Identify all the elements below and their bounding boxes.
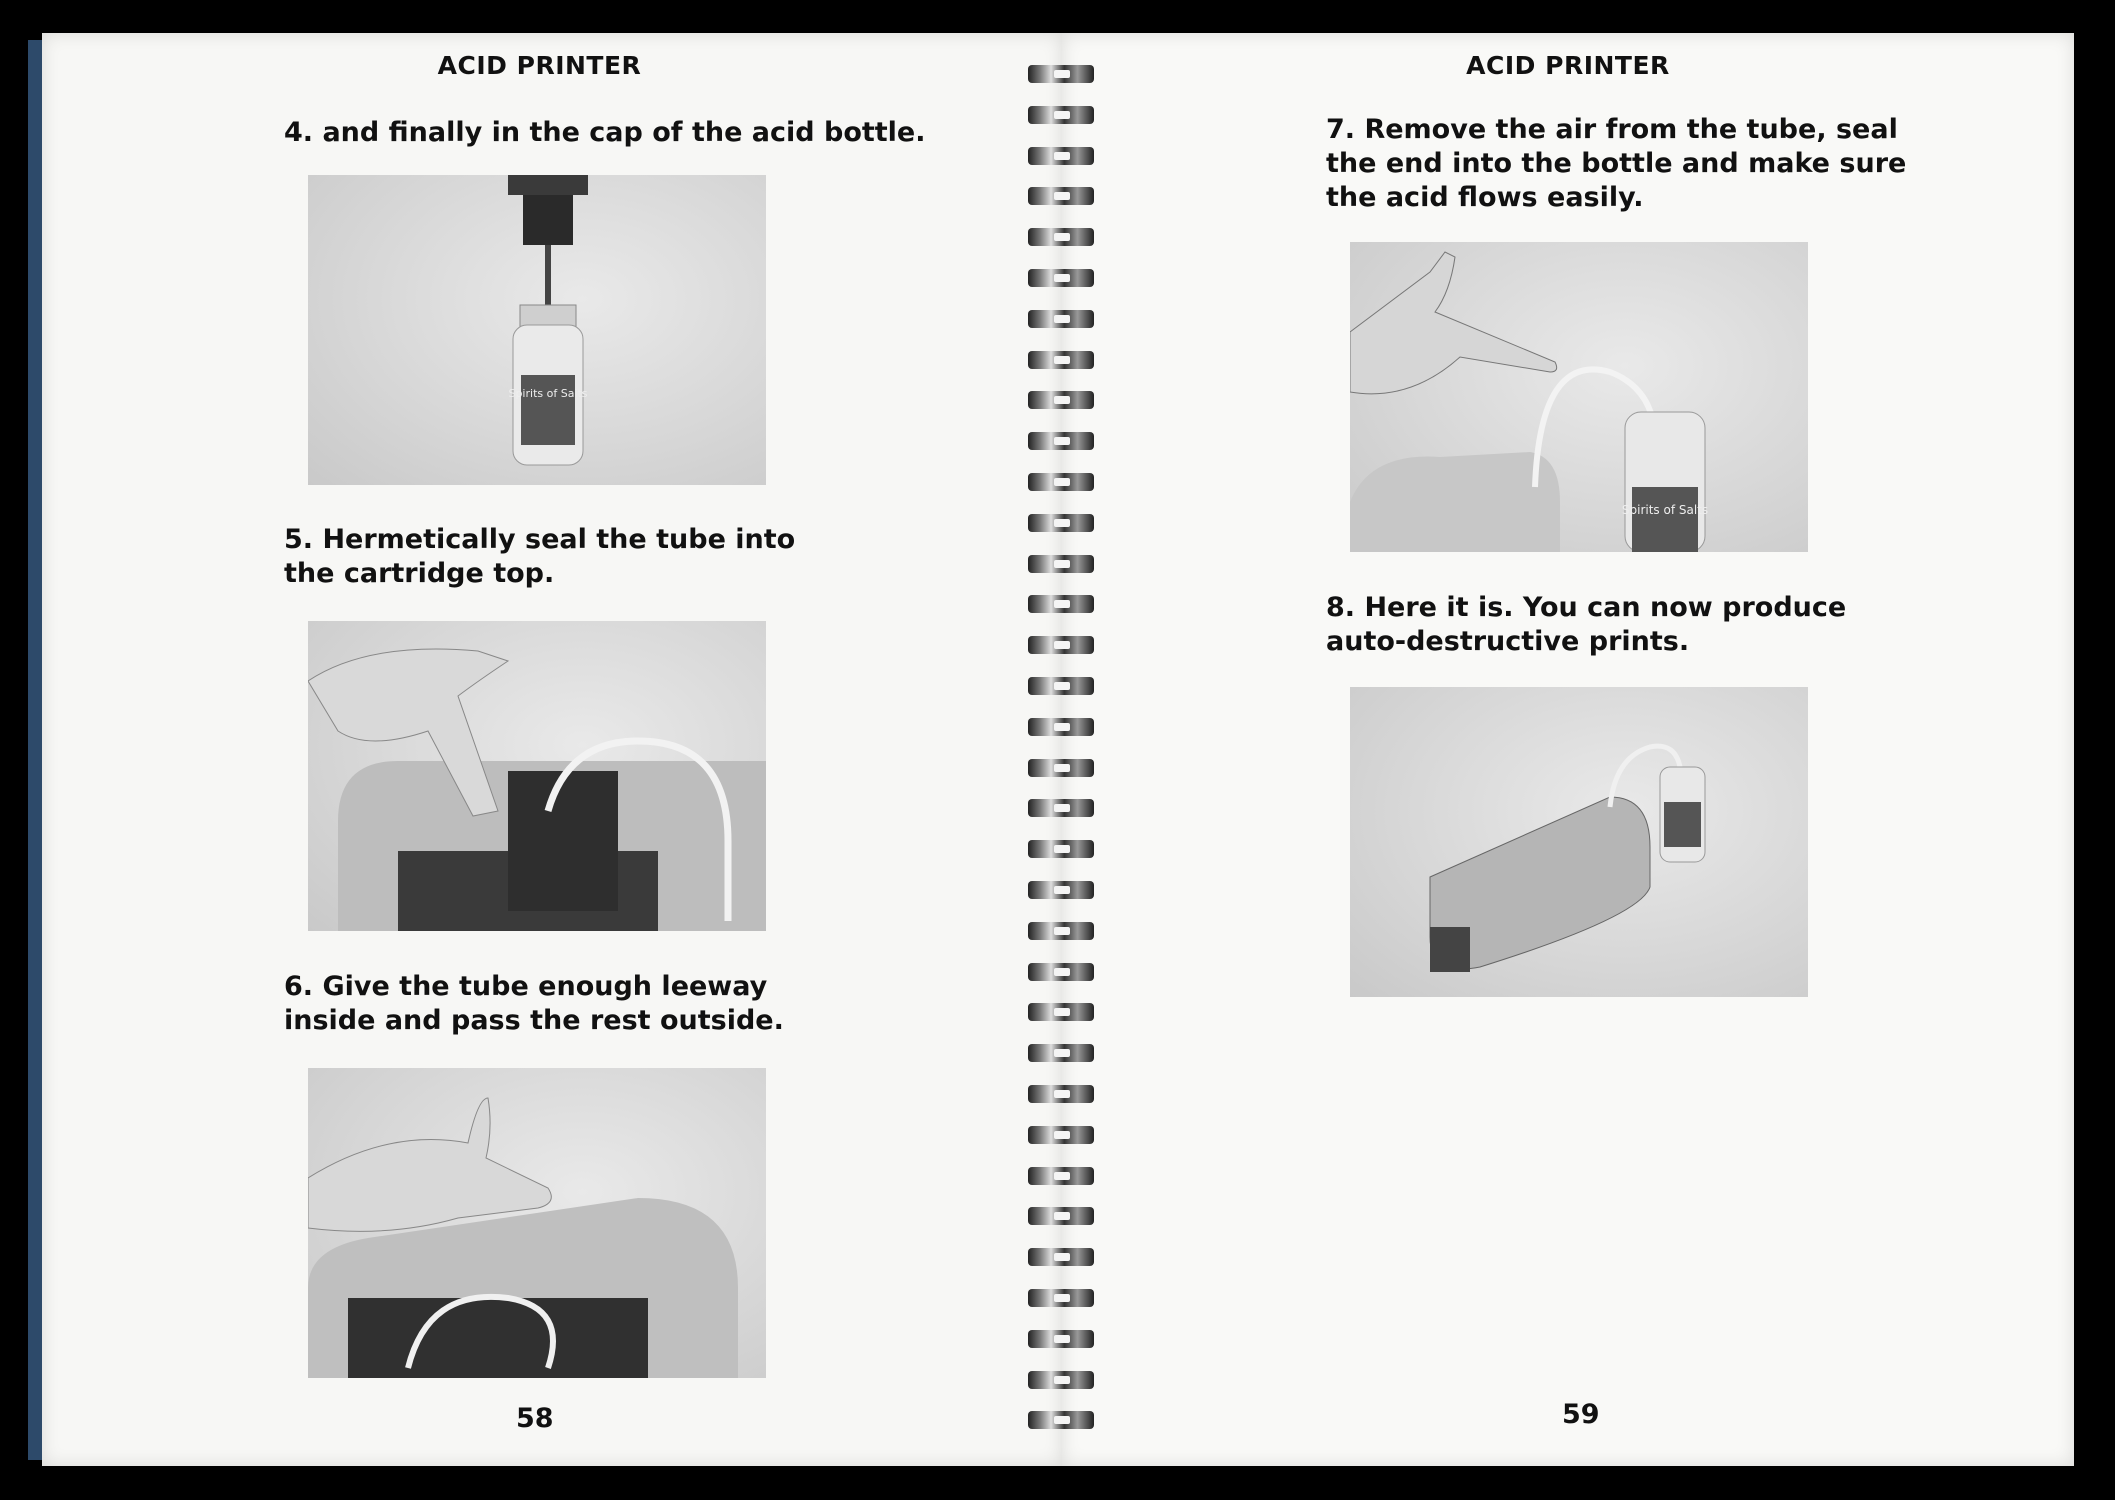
spiral-coil (1028, 1044, 1094, 1062)
step-5-caption: 5. Hermetically seal the tube into the cartridge top. (284, 524, 796, 589)
spiral-coil (1028, 1248, 1094, 1266)
right-page-number: 59 (1562, 1399, 1600, 1430)
spiral-coil (1028, 1371, 1094, 1389)
spiral-coil (1028, 881, 1094, 899)
spiral-coil (1028, 1126, 1094, 1144)
bottle-label-text: Spirits of Salts (508, 387, 588, 400)
spiral-binding (1028, 55, 1098, 1455)
step-4-caption: 4. and finally in the cap of the acid bottle. (284, 117, 926, 148)
spiral-coil (1028, 432, 1094, 450)
step-6-photo-tube-leeway (308, 1068, 766, 1378)
spiral-coil (1028, 1411, 1094, 1429)
spiral-coil (1028, 65, 1094, 83)
spiral-coil (1028, 351, 1094, 369)
step-5-photo-seal-tube (308, 621, 766, 931)
spiral-coil (1028, 1289, 1094, 1307)
spiral-coil (1028, 636, 1094, 654)
spiral-coil (1028, 922, 1094, 940)
spiral-coil (1028, 147, 1094, 165)
spiral-coil (1028, 555, 1094, 573)
step-8-caption: 8. Here it is. You can now produce auto-destructive prints. (1326, 592, 1847, 657)
step-8-photo-finished-printer (1350, 687, 1808, 997)
spiral-coil (1028, 799, 1094, 817)
spiral-coil (1028, 310, 1094, 328)
left-page-number: 58 (516, 1403, 554, 1434)
spiral-coil (1028, 595, 1094, 613)
spiral-coil (1028, 187, 1094, 205)
left-page-header: ACID PRINTER (437, 51, 642, 80)
step-7-photo-remove-air (1350, 242, 1808, 552)
spiral-coil (1028, 1330, 1094, 1348)
spiral-coil (1028, 963, 1094, 981)
spiral-coil (1028, 718, 1094, 736)
spiral-coil (1028, 840, 1094, 858)
right-page (1062, 33, 2074, 1466)
spiral-coil (1028, 677, 1094, 695)
spiral-coil (1028, 759, 1094, 777)
spiral-coil (1028, 106, 1094, 124)
step-7-caption: 7. Remove the air from the tube, seal the end into the bottle and make sure the acid flows easily. (1326, 114, 1907, 213)
spiral-coil (1028, 1085, 1094, 1103)
bottle-label-text-2: Spirits of Salts (1621, 503, 1709, 517)
spiral-coil (1028, 391, 1094, 409)
spiral-coil (1028, 1003, 1094, 1021)
spiral-coil (1028, 1167, 1094, 1185)
spiral-coil (1028, 473, 1094, 491)
spiral-coil (1028, 228, 1094, 246)
spiral-coil (1028, 514, 1094, 532)
spiral-coil (1028, 269, 1094, 287)
left-page (42, 33, 1062, 1466)
step-6-caption: 6. Give the tube enough leeway inside and pass the rest outside. (284, 971, 784, 1036)
spiral-coil (1028, 1207, 1094, 1225)
step-4-photo-drill-bottle (308, 175, 766, 485)
right-page-header: ACID PRINTER (1466, 51, 1670, 80)
